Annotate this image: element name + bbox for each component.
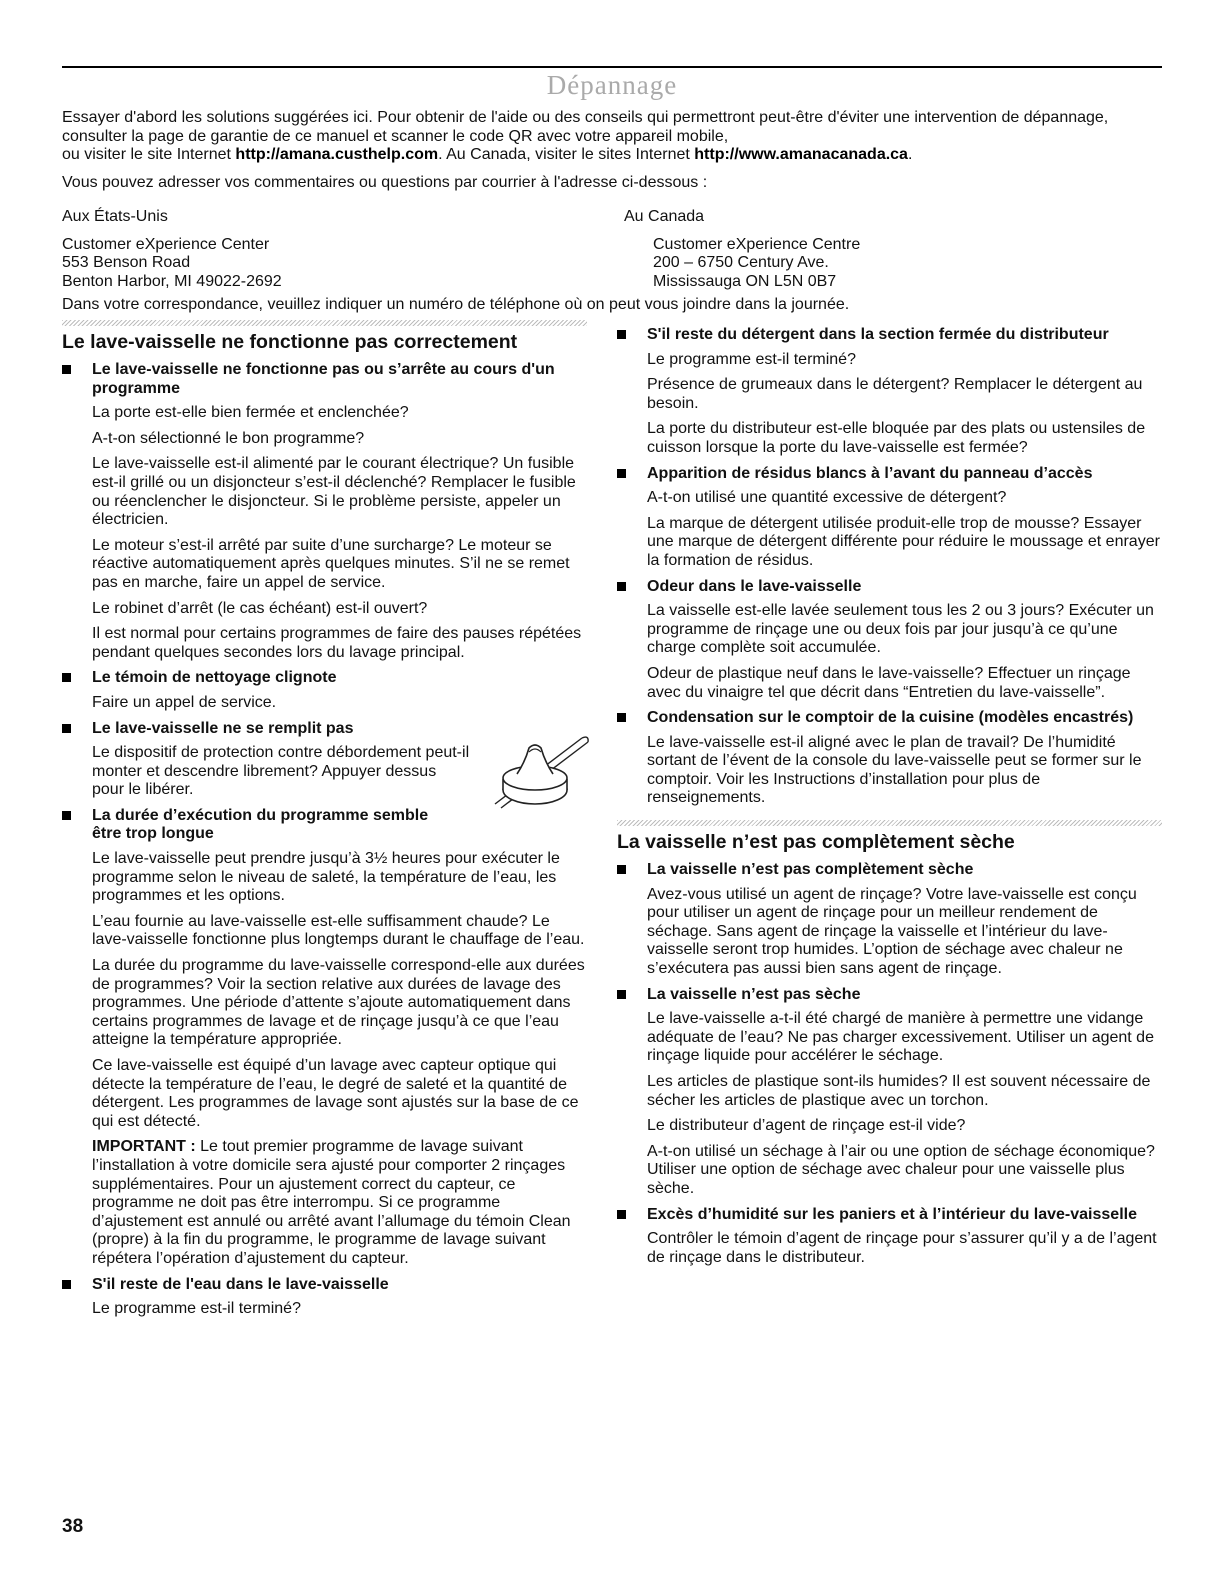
- bullet-icon: [62, 811, 71, 820]
- overflow-protector-icon: [487, 732, 597, 812]
- bullet-icon: [62, 365, 71, 374]
- bullet-icon: [62, 1280, 71, 1289]
- bullet-icon: [62, 673, 71, 682]
- bullet-icon: [617, 1210, 626, 1219]
- section-title-not-working: Le lave-vaisselle ne fonctionne pas correctement: [62, 331, 518, 353]
- list-item: Condensation sur le comptoir de la cuisine (modèles encastrés) Le lave-vaisselle est-il aligné avec le plan de travail? De l’humidité sortant de l’évent de la console du lave-vaisselle peut se former sur le comptoir. Voir les Instructions d’installation pour plus de renseignements.: [617, 709, 1162, 808]
- section-divider: [62, 320, 587, 326]
- list-item: La vaisselle n’est pas sèche Le lave-vaisselle a-t-il été chargé de manière à permettre une vidange adéquate de l’eau? Ne pas charger excessivement. Utiliser un agent de rinçage liquide pour accélérer le séchage. Les articles de plastique sont-ils humides? Il est souvent nécessaire de sécher les articles de plastique avec un torchon. Le distributeur d’agent de rinçage est-il vide? A-t-on utilisé un séchage à l’air ou une option de séchage économique? Utiliser une option de séchage avec chaleur pour une vaisselle plus sèche.: [617, 986, 1162, 1199]
- bullet-icon: [617, 713, 626, 722]
- list-item: S'il reste du détergent dans la section fermée du distributeur Le programme est-il terminé? Présence de grumeaux dans le détergent? Remplacer le détergent au besoin. La porte du distributeur est-elle bloquée par des plats ou ustensiles de cuisson lorsque la porte du lave-vaisselle est fermée?: [617, 326, 1162, 458]
- intro: [62, 109, 1162, 192]
- bullet-icon: [617, 865, 626, 874]
- mail-paragraph: Vous pouvez adresser vos commentaires ou questions par courrier à l'adresse ci-dessous :: [62, 173, 708, 191]
- right-column: [617, 326, 1162, 1274]
- page-title: Dépannage: [546, 70, 678, 100]
- list-item: Odeur dans le lave-vaisselle La vaisselle est-elle lavée seulement tous les 2 ou 3 jours? Exécuter un programme de rinçage une ou deux fois par jour jusqu’à ce qu’une charge complète soit accumulée. Odeur de plastique neuf dans le lave-vaisselle? Effectuer un rinçage avec du vinaigre tel que décrit dans “Entretien du lave-vaisselle”.: [617, 578, 1162, 703]
- amanacanada-link[interactable]: http://www.amanacanada.ca: [694, 146, 908, 163]
- custhelp-link[interactable]: http://amana.custhelp.com: [235, 146, 439, 163]
- bullet-icon: [62, 724, 71, 733]
- list-item: Le lave-vaisselle ne se remplit pas Le dispositif de protection contre débordement peut-il monter et descendre librement? Appuyer dessus pour le libérer.: [62, 720, 587, 800]
- closing-text: Dans votre correspondance, veuillez indiquer un numéro de téléphone où on peut vous joindre dans la journée.: [62, 296, 850, 313]
- bullet-icon: [617, 469, 626, 478]
- list-item: La durée d’exécution du programme semble être trop longue Le lave-vaisselle peut prendre jusqu’à 3½ heures pour exécuter le programme selon le niveau de saleté, la température de l’eau, les programmes et les options. L’eau fournie au lave-vaisselle est-elle suffisamment chaude? Le lave-vaisselle fonctionne plus longtemps durant le chauffage de l’eau. La durée du programme du lave-vaisselle correspond-elle aux durées de programmes? Voir la section relative aux durées de lavage des programmes. Une période d’attente s’ajoute automatiquement dans certains programmes de lavage et de rinçage jusqu’à ce que l’eau atteigne la température appropriée. Ce lave-vaisselle est équipé d’un lavage avec capteur optique qui détecte la température de l’eau, le degré de saleté et la quantité de détergent. Les programmes de lavage sont ajustés sur la base de ce qui est détecté. IMPORTANT : Le tout premier programme de lavage suivant l’installation à votre domicile sera ajusté pour comporter 2 rinçages supplémentaires. Pour un ajustement correct du capteur, ce programme ne doit pas être interrompu. Si ce programme d’ajustement est annulé ou arrêté avant l’allumage du témoin Clean (propre) à la fin du programme, le programme de lavage suivant répétera l’opération d’ajustement du capteur.: [62, 807, 587, 1269]
- page-number: 38: [62, 1516, 84, 1537]
- bullet-icon: [617, 330, 626, 339]
- left-column: [62, 320, 587, 1326]
- bullet-icon: [617, 990, 626, 999]
- list-item: La vaisselle n’est pas complètement sèche Avez-vous utilisé un agent de rinçage? Votre lave-vaisselle est conçu pour utiliser un agent de rinçage pour un meilleur rendement de séchage. Sans agent de rinçage la vaisselle et l’intérieur du lave-vaisselle seront trop humides. L’option de séchage avec chaleur ne s’exécutera pas aussi bien sans agent de rinçage.: [617, 861, 1162, 979]
- bullet-icon: [617, 582, 626, 591]
- address-ca: Au Canada Customer eXperience Centre 200 – 6750 Century Ave. Mississauga ON L5N 0B7: [624, 208, 861, 290]
- list-item: Excès d’humidité sur les paniers et à l’intérieur du lave-vaisselle Contrôler le témoin d’agent de rinçage pour s’assurer qu’il y a de l’agent de rinçage dans le distributeur.: [617, 1206, 1162, 1268]
- address-us: Aux États-Unis Customer eXperience Center 553 Benson Road Benton Harbor, MI 49022-2692: [62, 208, 282, 290]
- intro-paragraph: Essayer d'abord les solutions suggérées ici. Pour obtenir de l'aide ou des conseils qui permettront peut-être d'éviter une intervention de dépannage, consulter la page de garantie de ce manuel et scanner le code QR avec votre appareil mobile, ou visiter le site Internet http://amana.custhelp.com. Au Canada, visiter le sites Internet http://www.amanacanada.ca.: [62, 109, 1109, 163]
- list-item: S'il reste de l'eau dans le lave-vaisselle Le programme est-il terminé?: [62, 1276, 587, 1319]
- section-divider: [617, 820, 1162, 826]
- list-item: Le lave-vaisselle ne fonctionne pas ou s’arrête au cours d'un programme La porte est-elle bien fermée et enclenchée? A-t-on sélectionné le bon programme? Le lave-vaisselle est-il alimenté par le courant électrique? Un fusible est-il grillé ou un disjoncteur s’est-il déclenché? Remplacer le fusible ou réenclencher le disjoncteur. Si le problème persiste, appeler un électricien. Le moteur s’est-il arrêté par suite d’une surcharge? Le moteur se réactive automatiquement après quelques minutes. S’il ne se remet pas en marche, faire un appel de service. Le robinet d’arrêt (le cas échéant) est-il ouvert? Il est normal pour certains programmes de faire des pauses répétées pendant quelques secondes lors du lavage principal.: [62, 361, 587, 662]
- list-item: Apparition de résidus blancs à l’avant du panneau d’accès A-t-on utilisé une quantité excessive de détergent? La marque de détergent utilisée produit-elle trop de mousse? Essayer une marque de détergent différente pour réduire le moussage et enrayer la formation de résidus.: [617, 465, 1162, 571]
- top-rule: [62, 66, 1162, 68]
- list-item: Le témoin de nettoyage clignote Faire un appel de service.: [62, 669, 587, 712]
- section-title-not-dry: La vaisselle n’est pas complètement sèche: [617, 831, 1015, 854]
